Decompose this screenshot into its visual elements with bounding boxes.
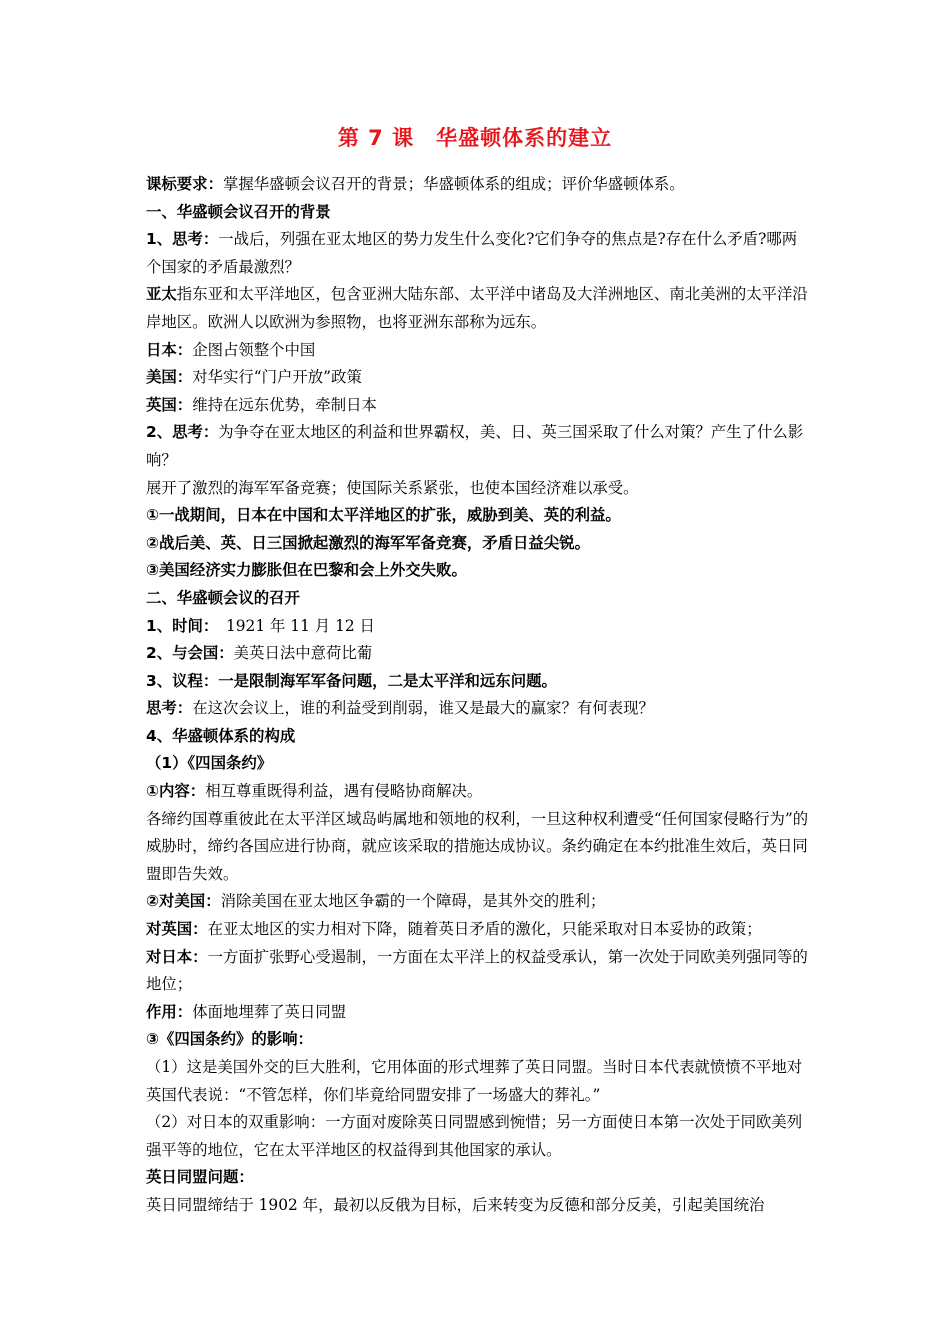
paragraph-text: 相互尊重既得利益，遇有侵略协商解决。 bbox=[205, 782, 483, 801]
paragraph bbox=[146, 1026, 810, 1054]
bold-label: 1、时间： bbox=[146, 616, 211, 635]
paragraph-text: （1）这是美国外交的巨大胜利，它用体面的形式埋葬了英日同盟。当时日本代表就愤愤不平地对英国代表说：“不管怎样，你们毕竟给同盟安排了一场盛大的葬礼。” bbox=[146, 1058, 803, 1104]
bold-label: ③《四国条约》的影响： bbox=[146, 1030, 313, 1049]
paragraph bbox=[146, 364, 810, 392]
paragraph bbox=[146, 475, 810, 503]
document-body bbox=[146, 171, 810, 1220]
page-title: 第 7 课 华盛顿体系的建立 bbox=[337, 126, 613, 150]
paragraph-text: 美英日法中意荷比葡 bbox=[233, 644, 373, 663]
paragraph bbox=[146, 1192, 810, 1220]
bold-label: ③美国经济实力膨胀但在巴黎和会上外交失败。 bbox=[146, 561, 467, 580]
paragraph-text: 展开了激烈的海军军备竞赛；使国际关系紧张，也使本国经济难以承受。 bbox=[146, 478, 639, 497]
bold-label: ②战后美、英、日三国掀起激烈的海军军备竞赛，矛盾日益尖锐。 bbox=[146, 533, 590, 552]
paragraph bbox=[146, 778, 810, 806]
bold-label: 1、思考： bbox=[146, 230, 219, 249]
bold-label: 英国： bbox=[146, 395, 193, 414]
paragraph-text: 指东亚和太平洋地区，包含亚洲大陆东部、太平洋中诸岛及大洋洲地区、南北美洲的太平洋沿岸地区。欧洲人以欧洲为参照物，也将亚洲东部称为远东。 bbox=[146, 285, 808, 331]
paragraph bbox=[146, 392, 810, 420]
paragraph bbox=[146, 613, 810, 641]
paragraph bbox=[146, 199, 810, 227]
paragraph bbox=[146, 944, 810, 999]
bold-label: 2、思考： bbox=[146, 423, 219, 442]
bold-label: 思考： bbox=[146, 699, 193, 718]
paragraph-text: 在亚太地区的实力相对下降，随着英日矛盾的激化，只能采取对日本妥协的政策； bbox=[207, 920, 762, 939]
paragraph-text: 英日同盟缔结于 1902 年，最初以反俄为目标，后来转变为反德和部分反美，引起美国统治 bbox=[146, 1195, 765, 1214]
bold-label: ②对美国： bbox=[146, 892, 221, 911]
bold-label: 美国： bbox=[146, 368, 193, 387]
bold-label: 对英国： bbox=[146, 920, 208, 939]
paragraph bbox=[146, 750, 810, 778]
paragraph-text: 在这次会议上，谁的利益受到削弱，谁又是最大的赢家？有何表现？ bbox=[192, 699, 654, 718]
paragraph bbox=[146, 640, 810, 668]
paragraph bbox=[146, 337, 810, 365]
paragraph-text: 为争夺在亚太地区的利益和世界霸权，美、日、英三国采取了什么对策？产生了什么影响？ bbox=[146, 423, 804, 469]
paragraph bbox=[146, 1054, 810, 1109]
paragraph bbox=[146, 668, 810, 696]
bold-label: 日本： bbox=[146, 340, 193, 359]
paragraph bbox=[146, 226, 810, 281]
bold-label: 亚太 bbox=[146, 285, 177, 304]
bold-label: 二、华盛顿会议的召开 bbox=[146, 588, 300, 607]
paragraph-text: 维持在远东优势，牵制日本 bbox=[192, 395, 377, 414]
paragraph bbox=[146, 585, 810, 613]
paragraph bbox=[146, 695, 810, 723]
paragraph bbox=[146, 530, 810, 558]
bold-label: （1）《四国条约》 bbox=[146, 754, 273, 773]
paragraph-text: 1921 年 11 月 12 日 bbox=[210, 616, 375, 635]
bold-label: 4、华盛顿体系的构成 bbox=[146, 726, 296, 745]
paragraph bbox=[146, 502, 810, 530]
bold-label: 3、议程：一是限制海军军备问题，二是太平洋和远东问题。 bbox=[146, 671, 557, 690]
paragraph bbox=[146, 557, 810, 585]
paragraph bbox=[146, 419, 810, 474]
paragraph bbox=[146, 1109, 810, 1164]
paragraph-text: 企图占领整个中国 bbox=[192, 340, 316, 359]
paragraph bbox=[146, 723, 810, 751]
paragraph bbox=[146, 281, 810, 336]
paragraph-text: 消除美国在亚太地区争霸的一个障碍，是其外交的胜利； bbox=[220, 892, 606, 911]
bold-label: 英日同盟问题： bbox=[146, 1168, 254, 1187]
paragraph-text: 对华实行“门户开放”政策 bbox=[192, 368, 362, 387]
paragraph bbox=[146, 806, 810, 889]
paragraph-text: 一战后，列强在亚太地区的势力发生什么变化?它们争夺的焦点是?存在什么矛盾?哪两个国家的矛盾最激烈？ bbox=[146, 230, 798, 276]
bold-label: 课标要求： bbox=[146, 175, 223, 193]
paragraph-text: 体面地埋葬了英日同盟 bbox=[192, 1002, 347, 1021]
paragraph-text: （2）对日本的双重影响：一方面对废除英日同盟感到惋惜；另一方面使日本第一次处于同欧美列强平等的地位，它在太平洋地区的权益得到其他国家的承认。 bbox=[146, 1113, 803, 1159]
paragraph bbox=[146, 916, 810, 944]
paragraph-text: 掌握华盛顿会议召开的背景；华盛顿体系的组成；评价华盛顿体系。 bbox=[222, 175, 685, 193]
bold-label: 2、与会国： bbox=[146, 644, 234, 663]
paragraph-text: 一方面扩张野心受遏制，一方面在太平洋上的权益受承认，第一次处于同欧美列强同等的地位； bbox=[146, 947, 808, 994]
bold-label: 一、华盛顿会议召开的背景 bbox=[146, 202, 331, 221]
paragraph-text: 各缔约国尊重彼此在太平洋区域岛屿属地和领地的权利，一旦这种权利遭受“任何国家侵略行为”的威胁时，缔约各国应进行协商，就应该采取的措施达成协议。条约确定在本约批准生效后，英日同盟即告失效。 bbox=[146, 809, 809, 883]
paragraph bbox=[146, 888, 810, 916]
paragraph bbox=[146, 999, 810, 1027]
paragraph bbox=[146, 1164, 810, 1192]
bold-label: 对日本： bbox=[146, 947, 208, 966]
bold-label: 作用： bbox=[146, 1002, 193, 1021]
bold-label: ①内容： bbox=[146, 782, 206, 801]
bold-label: ①一战期间，日本在中国和太平洋地区的扩张，威胁到美、英的利益。 bbox=[146, 506, 621, 525]
paragraph bbox=[146, 171, 810, 199]
